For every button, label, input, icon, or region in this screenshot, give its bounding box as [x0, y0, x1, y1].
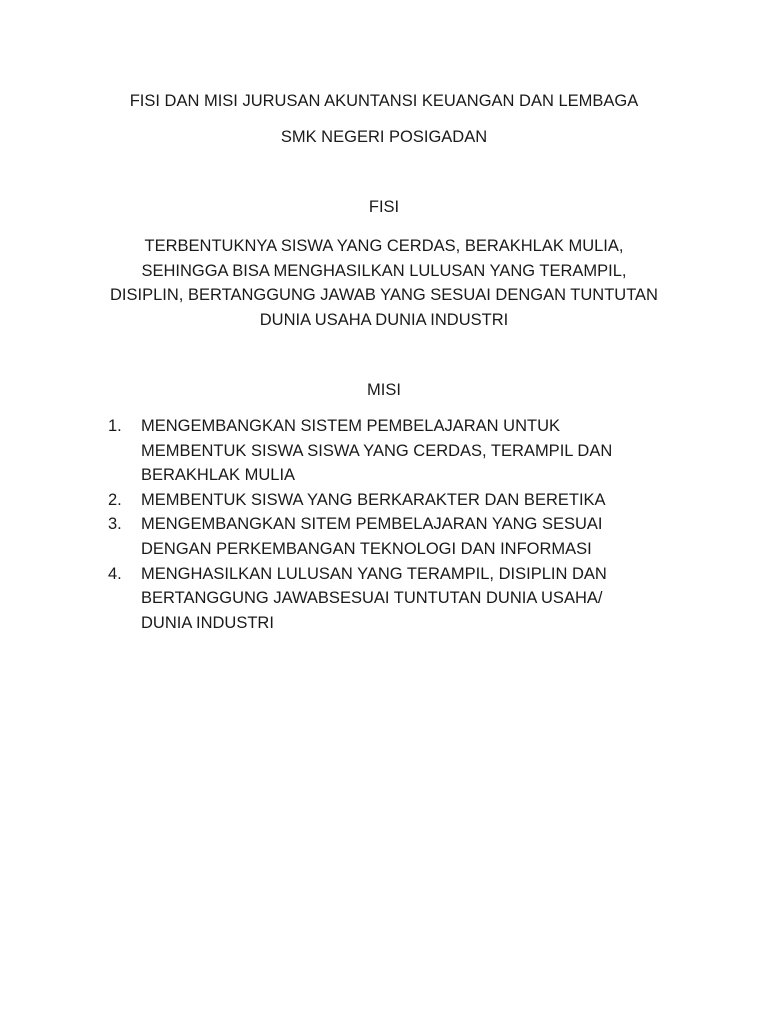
mission-text	[141, 512, 668, 561]
mission-line: MENGEMBANGKAN SISTEM PEMBELAJARAN UNTUK	[141, 417, 560, 435]
mission-line: MEMBENTUK SISWA YANG BERKARAKTER DAN BERETIKA	[141, 490, 606, 509]
mission-line: BERAKHLAK MULIA	[141, 466, 296, 485]
vision-line: DUNIA USAHA DUNIA INDUSTRI	[259, 310, 509, 329]
mission-number: 1.	[108, 417, 122, 435]
mission-line: MENGHASILKAN LULUSAN YANG TERAMPIL, DISIPLIN DAN	[141, 564, 607, 583]
vision-line: TERBENTUKNYA SISWA YANG CERDAS, BERAKHLAK MULIA,	[144, 237, 624, 255]
mission-item	[108, 562, 668, 636]
mission-line: MENGEMBANGKAN SITEM PEMBELAJARAN YANG SESUAI	[141, 515, 603, 534]
mission-number: 3.	[108, 515, 122, 534]
vision-paragraph	[84, 234, 684, 332]
mission-item	[108, 488, 668, 513]
mission-line: BERTANGGUNG JAWABSESUAI TUNTUTAN DUNIA USAHA/	[141, 589, 603, 608]
mission-number: 4.	[108, 564, 122, 583]
mission-item	[108, 414, 668, 488]
mission-line: DENGAN PERKEMBANGAN TEKNOLOGI DAN INFORMASI	[141, 539, 592, 558]
mission-number: 2.	[108, 490, 122, 509]
mission-text	[141, 414, 668, 488]
vision-line: SEHINGGA BISA MENGHASILKAN LULUSAN YANG TERAMPIL,	[141, 261, 627, 280]
document-title: FISI DAN MISI JURUSAN AKUNTANSI KEUANGAN DAN LEMBAGA	[129, 92, 639, 110]
mission-list	[108, 414, 668, 635]
vision-heading: FISI	[368, 198, 400, 216]
mission-text	[141, 562, 668, 636]
mission-item	[108, 512, 668, 561]
vision-line: DISIPLIN, BERTANGGUNG JAWAB YANG SESUAI DENGAN TUNTUTAN	[110, 286, 658, 304]
mission-line: MEMBENTUK SISWA SISWA YANG CERDAS, TERAMPIL DAN	[141, 441, 613, 460]
mission-heading: MISI	[367, 381, 401, 399]
mission-line: DUNIA INDUSTRI	[141, 613, 274, 632]
mission-text	[141, 488, 668, 513]
school-name: SMK NEGERI POSIGADAN	[280, 128, 488, 146]
